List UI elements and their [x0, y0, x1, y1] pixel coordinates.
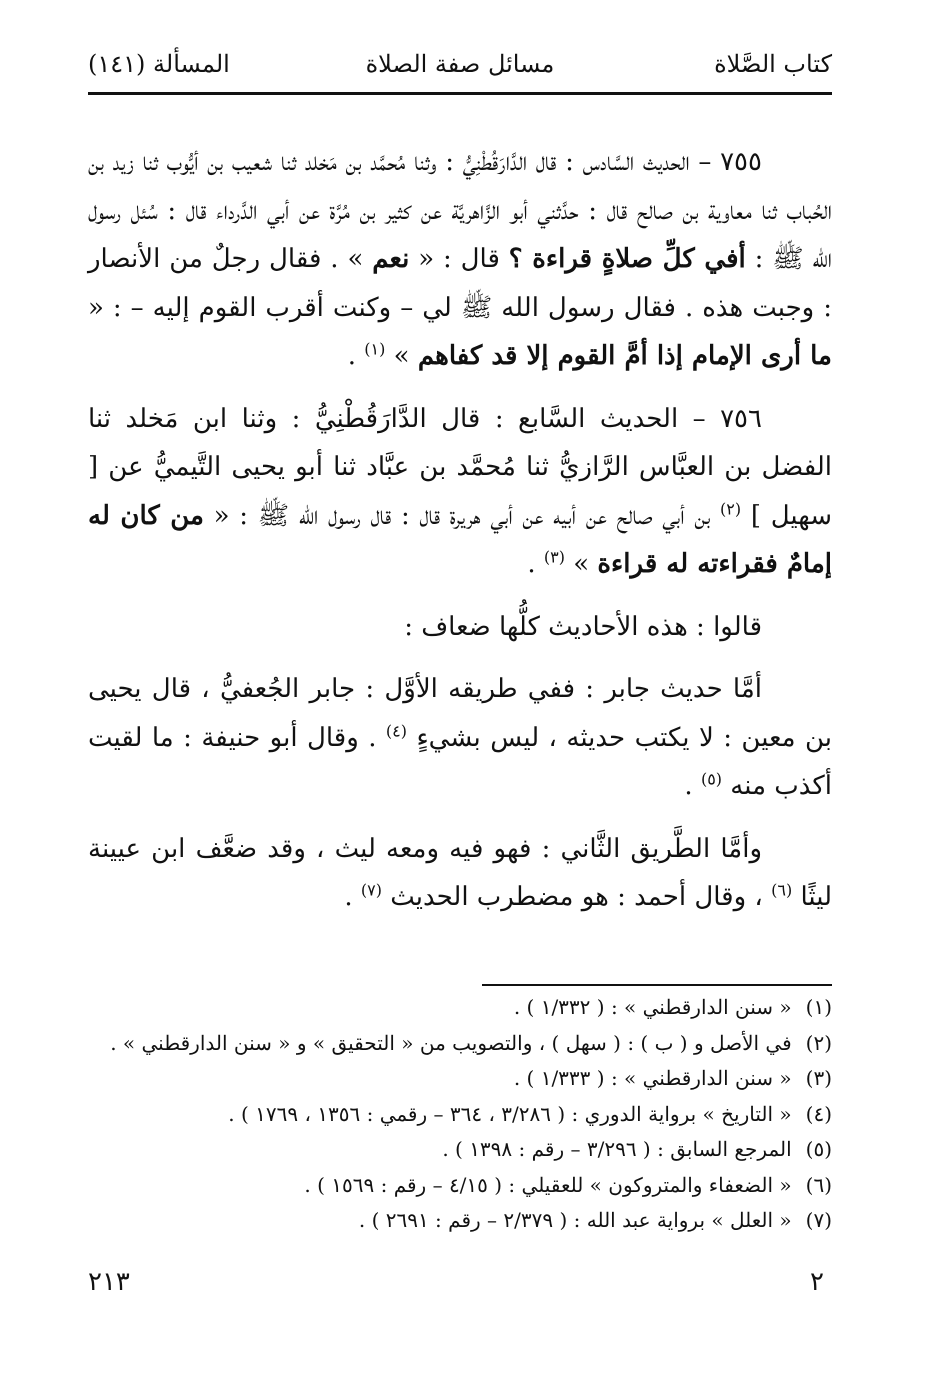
footnote-ref-7: (٧)	[360, 880, 382, 900]
footnote-ref-4: (٤)	[385, 720, 408, 740]
text-run: أمَّا حديث جابر : ففي طريقه الأوَّل : جابر الجُعفيُّ ، قال يحيى بن معين : لا يكتب حديثه ، ليس بشيءٍ	[88, 674, 832, 753]
footnote-ref-1: (١)	[364, 339, 386, 359]
running-header	[88, 44, 832, 84]
bold-text: أفي كلِّ صلاةٍ قراءة ؟	[508, 244, 746, 274]
footnote-ref-3: (٣)	[543, 547, 565, 567]
footnote-ref-6: (٦)	[771, 880, 793, 900]
footnote-item	[88, 990, 832, 1026]
main-text	[88, 138, 832, 936]
footnote-number: (٤)	[805, 1101, 832, 1126]
footnote-text: « سنن الدارقطني » : ( ١/٣٣٢ ) .	[513, 995, 792, 1019]
footnote-text: في الأصل و ( ب ) : ( سهل ) ، والتصويب من « التحقيق » و « سنن الدارقطني » .	[110, 1030, 792, 1055]
weakness-intro-paragraph	[88, 603, 832, 652]
text-run: »	[564, 549, 598, 579]
text-run: .	[684, 771, 701, 801]
footnote-number: (٦)	[805, 1172, 832, 1197]
footnotes	[88, 990, 832, 1239]
issue-label: المسألة (١٤١)	[88, 50, 230, 78]
page-number: ٢١٣	[88, 1267, 130, 1297]
footnote-ref-5: (٥)	[700, 769, 723, 789]
text-run: قال : «	[409, 244, 509, 274]
footnote-text: « الضعفاء والمتروكون » للعقيلي : ( ٤/١٥ – رقم : ١٥٦٩ ) .	[304, 1172, 792, 1197]
footnote-number: (٧)	[805, 1208, 832, 1232]
second-route-paragraph	[88, 825, 832, 922]
footnote-number: (١)	[805, 995, 832, 1019]
footnote-item	[88, 1168, 832, 1204]
jabir-hadith-paragraph	[88, 665, 832, 811]
bold-text: نعم	[372, 244, 410, 274]
header-divider	[88, 92, 832, 95]
page-footer	[88, 1262, 832, 1302]
volume-number: ٢	[810, 1267, 824, 1297]
footnote-number: (٥)	[805, 1137, 832, 1161]
footnote-item	[88, 1026, 832, 1062]
footnote-divider	[482, 984, 832, 986]
hadith-756-paragraph	[88, 395, 832, 589]
text-run: ، وقال أحمد : هو مضطرب الحديث	[381, 882, 772, 912]
text-run: .	[527, 549, 544, 579]
bold-text: من كان له إمامٌ فقراءته له قراءة	[88, 500, 832, 579]
footnote-item	[88, 1061, 832, 1097]
footnote-text: « العلل » برواية عبد الله : ( ٢/٣٧٩ – رقم : ٢٦٩١ ) .	[358, 1208, 792, 1232]
footnote-item	[88, 1097, 832, 1133]
bold-text: ما أرى الإمام إذا أمَّ القوم إلا قد كفاهم	[417, 341, 832, 371]
text-run: .	[344, 882, 361, 912]
text-run: وأمَّا الطَّريق الثَّاني : فهو فيه ومعه ليث ، وقد ضعَّف ابن عيينة ليثًا	[88, 833, 832, 912]
text-run: »	[385, 341, 418, 371]
footnote-text: المرجع السابق : ( ٣/٢٩٦ – رقم : ١٣٩٨ ) .	[442, 1137, 792, 1161]
footnote-item	[88, 1132, 832, 1168]
text-run: .	[347, 341, 365, 371]
text-run: قالوا : هذه الأحاديث كلُّها ضعاف :	[404, 611, 762, 642]
page-content	[88, 0, 832, 1390]
footnote-item	[88, 1203, 832, 1239]
text-run: بن أبي صالح عن أبيه عن أبي هريرة قال : قال رسول الله ﷺ : «	[203, 500, 721, 531]
section-title: مسائل صفة الصلاة	[365, 50, 555, 78]
footnote-number: (٢)	[805, 1030, 832, 1055]
hadith-755-paragraph	[88, 138, 832, 381]
text-run: ٧٥٦ – الحديث السَّابع : قال الدَّارَقُطْنِيُّ : وثنا ابن مَخلد ثنا الفضل بن العبَّاس الرَّازيُّ ثنا مُحمَّد بن عبَّاد ثنا أبو يحيى التَّيميُّ عن [ سهيل ]	[88, 403, 832, 531]
text-run: ٧٥٥ – الحديث السَّادس : قال الدَّارَقُطْنِيُّ : وثنا مُحمَّد بن مَخلد ثنا شعيب بن أيُّوب ثنا زيد بن الحُباب ثنا معاوية بن صالح قال : حدَّثني أبو الزَّاهريَّة عن كثير بن مُرَّة عن أبي الدَّرداء قال : سُئل رسول الله ﷺ :	[88, 147, 832, 274]
book-title: كتاب الصَّلاة	[714, 50, 832, 78]
text-run: . وقال أبو حنيفة : ما لقيت أكذب منه	[88, 722, 832, 801]
footnote-text: « التاريخ » برواية الدوري : ( ٣/٢٨٦ ، ٣٦٤ – رقمي : ١٣٥٦ ، ١٧٦٩ ) .	[228, 1101, 792, 1126]
footnote-number: (٣)	[805, 1066, 832, 1090]
footnote-ref-2: (٢)	[720, 498, 742, 518]
text-run: » . فقال رجلٌ من الأنصار : وجبت هذه . فقال رسول الله ﷺ لي – وكنت أقرب القوم إليه – : «	[88, 244, 832, 323]
footnote-text: « سنن الدارقطني » : ( ١/٣٣٣ ) .	[513, 1066, 792, 1090]
